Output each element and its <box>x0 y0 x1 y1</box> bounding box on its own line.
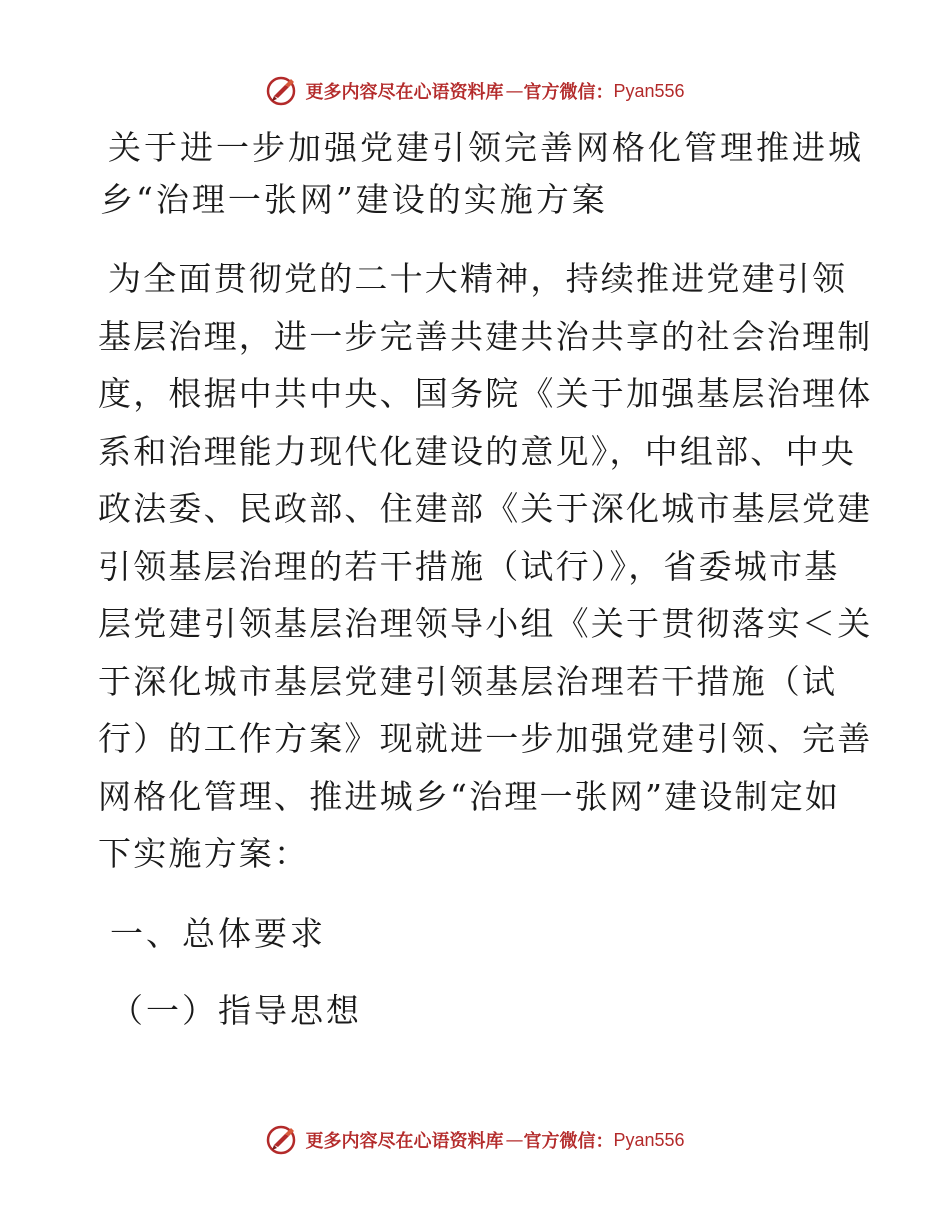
banner-wechat-label: 官方微信： <box>523 1131 614 1152</box>
body-line: 网格化管理、推进城乡“治理一张网”建设制定如 <box>98 776 841 816</box>
body-line: 于深化城市基层党建引领基层治理若干措施（试 <box>98 661 838 701</box>
document-body <box>98 250 873 883</box>
footer-banner <box>0 1120 950 1160</box>
banner-wechat-id: Pyan556 <box>613 1129 685 1150</box>
section-heading: 一、总体要求 <box>110 914 326 953</box>
banner-brand: 更多内容尽在心语资料库 <box>305 82 504 103</box>
body-line: 下实施方案： <box>98 834 310 873</box>
body-line: 系和治理能力现代化建设的意见》，中组部、中央 <box>98 431 856 471</box>
body-line: 行）的工作方案》现就进一步加强党建引领、完善 <box>98 719 873 758</box>
title-line: 乡“治理一张网”建设的实施方案 <box>100 180 608 219</box>
banner-wechat-label: 官方微信： <box>523 82 614 103</box>
body-line: 为全面贯彻党的二十大精神，持续推进党建引领 <box>108 259 848 298</box>
banner-separator: — <box>505 80 524 102</box>
body-line: 基层治理，进一步完善共建共治共享的社会治理制 <box>98 316 873 356</box>
body-line: 度，根据中共中央、国务院《关于加强基层治理体 <box>98 374 873 413</box>
body-line: 引领基层治理的若干措施（试行）》，省委城市基 <box>98 546 840 586</box>
body-line: 政法委、民政部、住建部《关于深化城市基层党建 <box>98 489 873 528</box>
pen-logo-icon <box>265 74 299 108</box>
document-title <box>100 122 864 226</box>
body-line: 层党建引领基层治理领导小组《关于贯彻落实＜关 <box>98 604 873 643</box>
header-banner <box>0 71 950 111</box>
title-line: 关于进一步加强党建引领完善网格化管理推进城 <box>108 128 864 167</box>
banner-separator: — <box>505 1129 524 1151</box>
subsection-heading: （一）指导思想 <box>110 991 362 1030</box>
banner-wechat-id: Pyan556 <box>613 80 685 101</box>
banner-brand: 更多内容尽在心语资料库 <box>305 1131 504 1152</box>
pen-logo-icon <box>265 1123 299 1157</box>
